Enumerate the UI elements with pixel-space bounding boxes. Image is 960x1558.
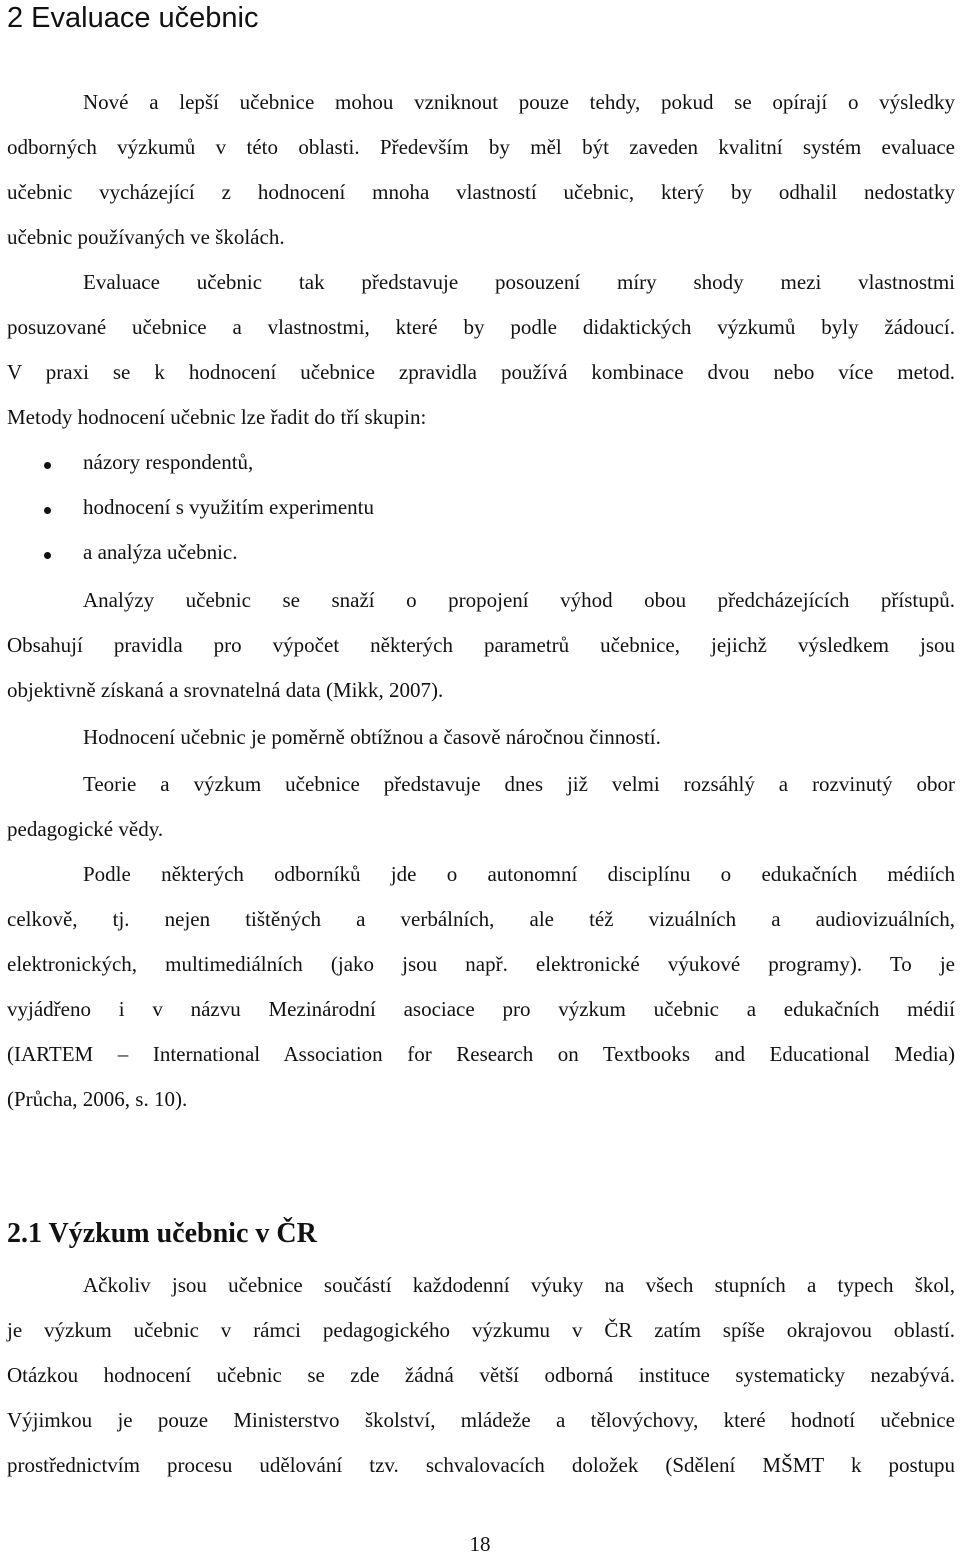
text-line: objektivně získaná a srovnatelná data (Mikk, 2007). [7, 678, 444, 702]
list-item: a analýza učebnic. [83, 540, 238, 564]
list-item: názory respondentů, [83, 450, 254, 474]
text-line: celkově, tj. nejen tištěných a verbálních, ale též vizuálních a audiovizuálních, [7, 907, 955, 931]
text-line: Obsahují pravidla pro výpočet některých parametrů učebnice, jejichž výsledkem jsou [7, 633, 955, 657]
section-heading: 2.1 Výzkum učebnic v ČR [7, 1218, 317, 1249]
text-line: pedagogické vědy. [7, 817, 164, 841]
text-line: Hodnocení učebnic je poměrně obtížnou a časově náročnou činností. [83, 725, 661, 749]
text-line: odborných výzkumů v této oblasti. Především by měl být zaveden kvalitní systém evaluace [7, 135, 955, 159]
text-line: učebnic používaných ve školách. [7, 225, 285, 249]
chapter-heading: 2 Evaluace učebnic [7, 2, 259, 34]
text-line: je výzkum učebnic v rámci pedagogického výzkumu v ČR zatím spíše okrajovou oblastí. [7, 1318, 955, 1342]
bullet-dot-icon [44, 507, 51, 514]
text-line: Podle některých odborníků jde o autonomní disciplínu o edukačních médiích [83, 862, 955, 886]
text-line: Metody hodnocení učebnic lze řadit do tří skupin: [7, 405, 427, 429]
text-line: učebnic vycházející z hodnocení mnoha vlastností učebnic, který by odhalil nedostatky [7, 180, 955, 204]
text-line: (Průcha, 2006, s. 10). [7, 1087, 188, 1111]
text-line: Analýzy učebnic se snaží o propojení výhod obou předcházejících přístupů. [83, 588, 955, 612]
bullet-dot-icon [44, 462, 51, 469]
text-line: Evaluace učebnic tak představuje posouzení míry shody mezi vlastnostmi [83, 270, 955, 294]
text-line: Ačkoliv jsou učebnice součástí každodenní výuky na všech stupních a typech škol, [83, 1273, 955, 1297]
text-line: prostřednictvím procesu udělování tzv. schvalovacích doložek (Sdělení MŠMT k postupu [7, 1453, 955, 1477]
list-item: hodnocení s využitím experimentu [83, 495, 375, 519]
text-line: Nové a lepší učebnice mohou vzniknout pouze tehdy, pokud se opírají o výsledky [83, 90, 955, 114]
text-line: vyjádřeno i v názvu Mezinárodní asociace pro výzkum učebnic a edukačních médií [7, 997, 955, 1021]
text-line: Otázkou hodnocení učebnic se zde žádná větší odborná instituce systematicky nezabývá. [7, 1363, 955, 1387]
text-line: V praxi se k hodnocení učebnice zpravidla používá kombinace dvou nebo více metod. [7, 360, 955, 384]
bullet-dot-icon [44, 552, 51, 559]
text-line: (IARTEM – International Association for Research on Textbooks and Educational Media) [7, 1042, 955, 1066]
text-line: Teorie a výzkum učebnice představuje dnes již velmi rozsáhlý a rozvinutý obor [83, 772, 955, 796]
page-number: 18 [469, 1532, 491, 1556]
text-line: Výjimkou je pouze Ministerstvo školství, mládeže a tělovýchovy, které hodnotí učebnice [7, 1408, 955, 1432]
text-line: posuzované učebnice a vlastnostmi, které by podle didaktických výzkumů byly žádoucí. [7, 315, 955, 339]
text-line: elektronických, multimediálních (jako jsou např. elektronické výukové programy). To je [7, 952, 955, 976]
